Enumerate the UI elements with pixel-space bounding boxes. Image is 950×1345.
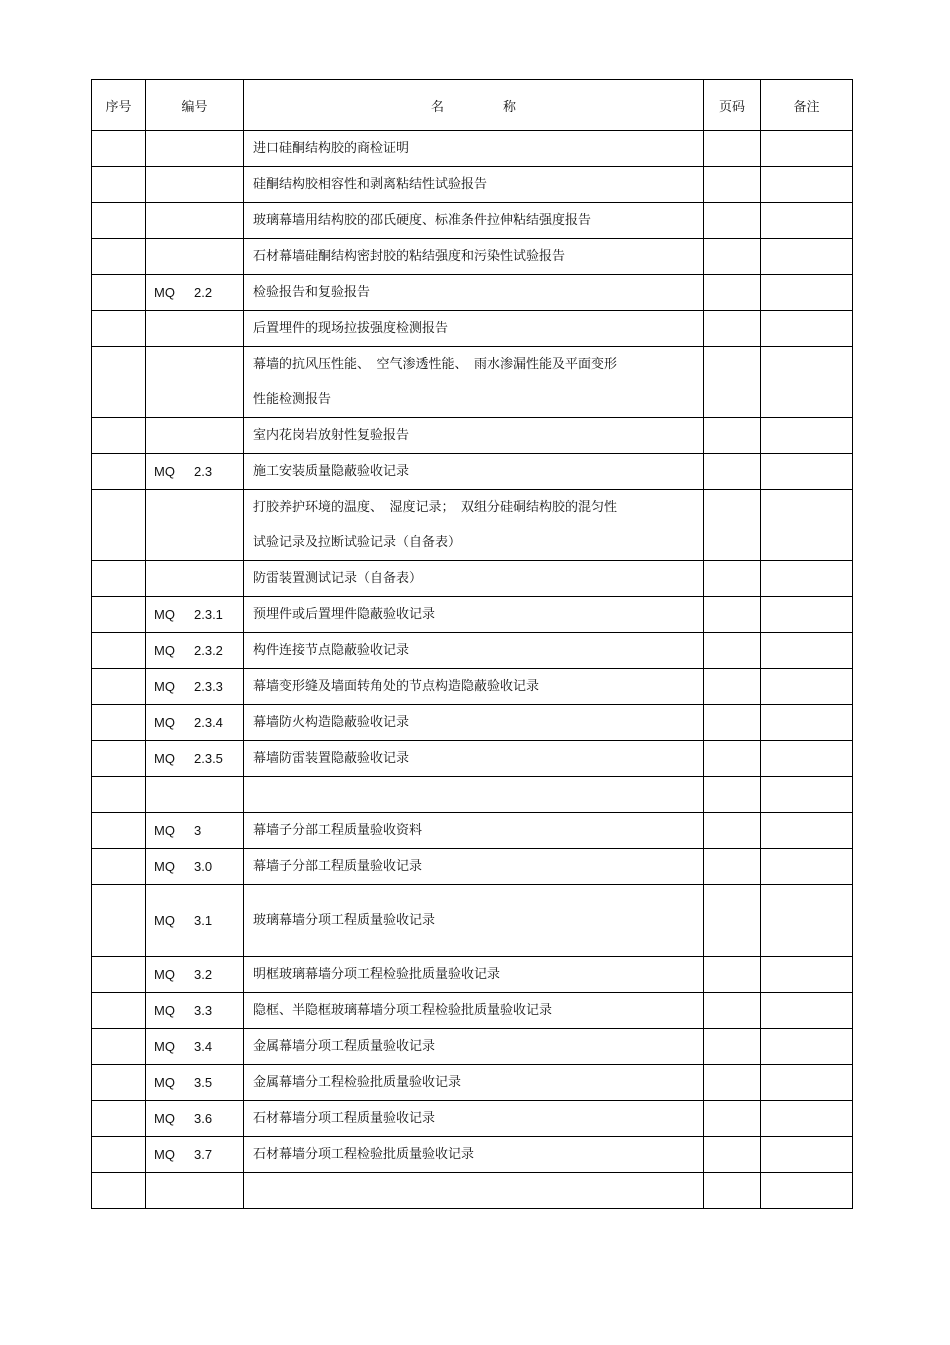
name-cell [244,203,704,239]
header-code: 编号 [146,80,244,131]
table-row [92,561,853,597]
code-cell [146,203,244,239]
code-cell [146,669,244,705]
name-cell [244,597,704,633]
page-cell [704,1137,761,1173]
table-row [92,885,853,957]
code-number: 2.3.3 [194,679,223,694]
name-text: 玻璃幕墙分项工程质量验收记录 [253,913,436,928]
code-number: 2.3.2 [194,643,223,658]
remark-cell [761,1137,853,1173]
code-cell [146,275,244,311]
table-row [92,777,853,813]
document-index-table [91,79,853,1209]
code-number: 3.4 [194,1039,213,1054]
remark-cell [761,849,853,885]
name-text: 金属幕墙分项工程质量验收记录 [253,1039,436,1054]
remark-cell [761,957,853,993]
name-text: 室内花岗岩放射性复验报告 [253,428,410,443]
code-number: 2.3.1 [194,607,223,622]
name-text: 检验报告和复验报告 [253,285,371,300]
name-cell [244,167,704,203]
code-cell [146,1029,244,1065]
table-row [92,275,853,311]
code-prefix: MQ [154,859,175,874]
remark-cell [761,813,853,849]
code-cell [146,1101,244,1137]
page-cell [704,1065,761,1101]
page-cell [704,705,761,741]
table-row [92,239,853,275]
page-cell [704,275,761,311]
seq-cell [92,633,146,669]
seq-cell [92,813,146,849]
code-number: 2.3 [194,464,213,479]
page-cell [704,561,761,597]
remark-cell [761,167,853,203]
page-cell [704,813,761,849]
table-row [92,1029,853,1065]
name-cell [244,849,704,885]
code-cell [146,813,244,849]
remark-cell [761,347,853,418]
code-cell [146,1065,244,1101]
table-row [92,993,853,1029]
table-row [92,490,853,561]
code-number: 3 [194,823,202,838]
name-text: 幕墙变形缝及墙面转角处的节点构造隐蔽验收记录 [253,679,540,694]
name-text: 后置埋件的现场拉拔强度检测报告 [253,321,449,336]
table-row [92,203,853,239]
code-cell [146,741,244,777]
table-row [92,813,853,849]
page-cell [704,669,761,705]
table-row [92,633,853,669]
code-cell [146,633,244,669]
code-number: 3.3 [194,1003,213,1018]
code-cell [146,454,244,490]
name-cell [244,454,704,490]
code-prefix: MQ [154,751,175,766]
code-cell [146,957,244,993]
page-cell [704,1029,761,1065]
name-text: 幕墙的抗风压性能、 空气渗透性能、 雨水渗漏性能及平面变形 [253,357,618,372]
code-number: 3.0 [194,859,213,874]
name-text: 预埋件或后置埋件隐蔽验收记录 [253,607,436,622]
seq-cell [92,454,146,490]
code-number: 3.1 [194,913,213,928]
remark-cell [761,561,853,597]
code-prefix: MQ [154,913,175,928]
page-cell [704,490,761,561]
page-cell [704,203,761,239]
page-cell [704,418,761,454]
name-text: 打胶养护环境的温度、 湿度记录； 双组分硅硐结构胶的混匀性 [253,500,618,515]
page-cell [704,597,761,633]
seq-cell [92,705,146,741]
remark-cell [761,597,853,633]
page-cell [704,167,761,203]
table-row [92,741,853,777]
code-cell [146,347,244,418]
page-cell [704,633,761,669]
page-cell [704,131,761,167]
table-row [92,849,853,885]
header-remark: 备注 [761,80,853,131]
name-cell [244,1173,704,1209]
code-cell [146,1173,244,1209]
seq-cell [92,347,146,418]
name-text: 石材幕墙分项工程质量验收记录 [253,1111,436,1126]
code-prefix: MQ [154,715,175,730]
name-cell [244,633,704,669]
table-row [92,597,853,633]
name-text: 构件连接节点隐蔽验收记录 [253,643,410,658]
header-seq: 序号 [92,80,146,131]
code-prefix: MQ [154,643,175,658]
code-cell [146,705,244,741]
remark-cell [761,490,853,561]
name-cell [244,957,704,993]
remark-cell [761,777,853,813]
table-row [92,311,853,347]
table-row [92,167,853,203]
name-text: 石材幕墙硅酮结构密封胶的粘结强度和污染性试验报告 [253,249,566,264]
name-cell [244,311,704,347]
remark-cell [761,418,853,454]
remark-cell [761,993,853,1029]
page-cell [704,777,761,813]
name-cell [244,885,704,957]
code-prefix: MQ [154,1147,175,1162]
table-row [92,957,853,993]
seq-cell [92,1137,146,1173]
name-text: 幕墙防火构造隐蔽验收记录 [253,715,410,730]
name-text: 硅酮结构胶相容性和剥离粘结性试验报告 [253,177,488,192]
name-cell [244,1065,704,1101]
seq-cell [92,669,146,705]
name-cell [244,741,704,777]
page-cell [704,1101,761,1137]
seq-cell [92,1029,146,1065]
seq-cell [92,203,146,239]
name-cell [244,1029,704,1065]
name-text: 幕墙防雷装置隐蔽验收记录 [253,751,410,766]
name-cell [244,669,704,705]
name-text-line-2: 性能检测报告 [253,392,332,407]
remark-cell [761,885,853,957]
header-name [244,80,704,131]
seq-cell [92,777,146,813]
code-prefix: MQ [154,823,175,838]
name-text: 明框玻璃幕墙分项工程检验批质量验收记录 [253,967,501,982]
name-text-line-2: 试验记录及拉断试验记录（自备表） [253,535,462,550]
remark-cell [761,239,853,275]
table-row [92,705,853,741]
name-cell [244,561,704,597]
name-cell [244,347,704,418]
code-cell [146,167,244,203]
header-name-char-1: 名 [430,99,444,115]
code-cell [146,777,244,813]
code-number: 2.2 [194,285,213,300]
code-cell [146,418,244,454]
code-prefix: MQ [154,1039,175,1054]
remark-cell [761,1173,853,1209]
page-cell [704,239,761,275]
remark-cell [761,633,853,669]
name-cell [244,418,704,454]
name-cell [244,490,704,561]
code-prefix: MQ [154,679,175,694]
page-cell [704,885,761,957]
name-text: 玻璃幕墙用结构胶的邵氏硬度、标准条件拉伸粘结强度报告 [253,213,592,228]
remark-cell [761,131,853,167]
code-number: 3.2 [194,967,213,982]
page-cell [704,741,761,777]
code-prefix: MQ [154,967,175,982]
page-cell [704,957,761,993]
page-cell [704,849,761,885]
name-cell [244,993,704,1029]
seq-cell [92,311,146,347]
table-row [92,1065,853,1101]
code-cell [146,849,244,885]
seq-cell [92,239,146,275]
remark-cell [761,275,853,311]
name-text: 隐框、半隐框玻璃幕墙分项工程检验批质量验收记录 [253,1003,553,1018]
seq-cell [92,957,146,993]
remark-cell [761,1065,853,1101]
code-prefix: MQ [154,1003,175,1018]
remark-cell [761,1029,853,1065]
name-text: 幕墙子分部工程质量验收资料 [253,823,423,838]
table-row [92,131,853,167]
page-cell [704,347,761,418]
name-text: 进口硅酮结构胶的商检证明 [253,141,410,156]
name-text: 石材幕墙分项工程检验批质量验收记录 [253,1147,475,1162]
page-cell [704,454,761,490]
name-cell [244,239,704,275]
name-text: 金属幕墙分工程检验批质量验收记录 [253,1075,462,1090]
name-text: 施工安装质量隐蔽验收记录 [253,464,410,479]
seq-cell [92,741,146,777]
seq-cell [92,131,146,167]
code-cell [146,239,244,275]
remark-cell [761,1101,853,1137]
name-cell [244,275,704,311]
name-text: 防雷装置测试记录（自备表） [253,571,423,586]
code-cell [146,131,244,167]
name-cell [244,131,704,167]
remark-cell [761,669,853,705]
seq-cell [92,561,146,597]
seq-cell [92,1101,146,1137]
header-page: 页码 [704,80,761,131]
code-prefix: MQ [154,1075,175,1090]
name-cell [244,705,704,741]
name-cell [244,1137,704,1173]
code-number: 3.5 [194,1075,213,1090]
name-cell [244,777,704,813]
table-row [92,347,853,418]
code-cell [146,311,244,347]
code-number: 3.7 [194,1147,213,1162]
code-prefix: MQ [154,464,175,479]
header-row [92,80,853,131]
seq-cell [92,849,146,885]
remark-cell [761,203,853,239]
code-cell [146,885,244,957]
seq-cell [92,275,146,311]
name-cell [244,1101,704,1137]
seq-cell [92,993,146,1029]
table-row [92,418,853,454]
code-number: 2.3.5 [194,751,223,766]
page-cell [704,1173,761,1209]
seq-cell [92,597,146,633]
name-text: 幕墙子分部工程质量验收记录 [253,859,423,874]
code-cell [146,561,244,597]
code-prefix: MQ [154,285,175,300]
code-number: 2.3.4 [194,715,223,730]
table-row [92,1137,853,1173]
code-prefix: MQ [154,1111,175,1126]
table-row [92,1173,853,1209]
seq-cell [92,490,146,561]
code-cell [146,597,244,633]
page-cell [704,311,761,347]
remark-cell [761,454,853,490]
table-row [92,1101,853,1137]
code-cell [146,1137,244,1173]
remark-cell [761,705,853,741]
remark-cell [761,741,853,777]
code-number: 3.6 [194,1111,213,1126]
code-cell [146,490,244,561]
table-row [92,454,853,490]
header-name-char-2: 称 [502,99,516,115]
remark-cell [761,311,853,347]
seq-cell [92,167,146,203]
seq-cell [92,885,146,957]
seq-cell [92,1173,146,1209]
page-cell [704,993,761,1029]
seq-cell [92,418,146,454]
table-row [92,669,853,705]
code-prefix: MQ [154,607,175,622]
seq-cell [92,1065,146,1101]
code-cell [146,993,244,1029]
name-cell [244,813,704,849]
